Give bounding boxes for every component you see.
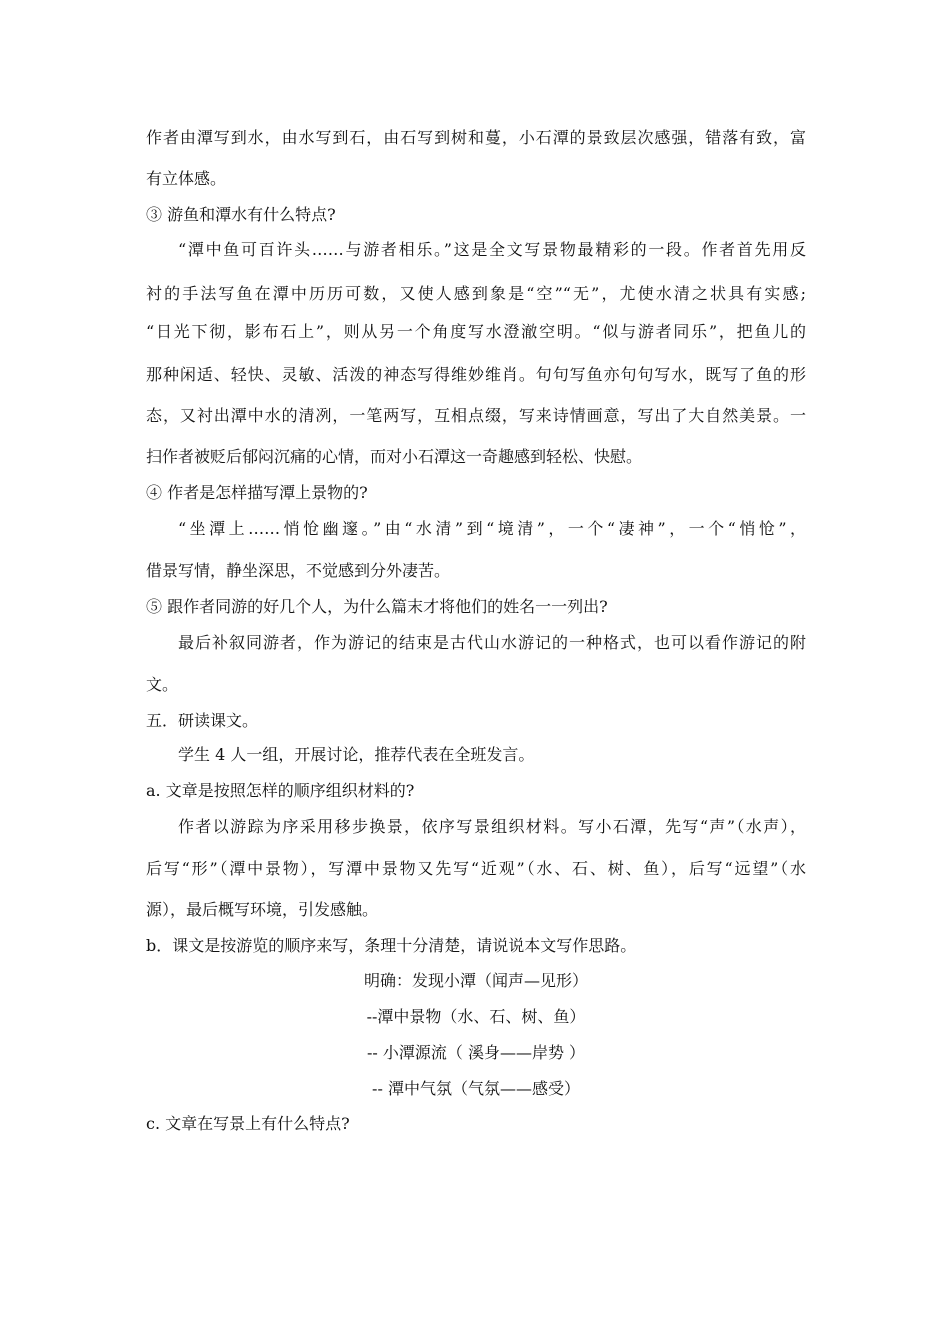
paragraph-line: 那种闲适、轻快、灵敏、活泼的神态写得维妙维肖。句句写鱼亦句句写水，既写了鱼的形 bbox=[146, 365, 806, 384]
paragraph-line: 学生 4 人一组，开展讨论，推荐代表在全班发言。 bbox=[178, 745, 535, 764]
paragraph-line: 衬的手法写鱼在潭中历历可数，又使人感到象是“空”“无”，尤使水清之状具有实感; bbox=[146, 284, 806, 303]
paragraph-line: 源），最后概写环境，引发感触。 bbox=[146, 900, 379, 919]
question-c: c. 文章在写景上有什么特点? bbox=[146, 1114, 350, 1133]
paragraph-line: “坐潭上……悄怆幽邃。”由“水清”到“境清”，一个“凄神”，一个“悄怆”， bbox=[178, 519, 806, 538]
section-heading: 五．研读课文。 bbox=[146, 711, 259, 730]
question-3: ③ 游鱼和潭水有什么特点? bbox=[146, 205, 336, 224]
question-a: a. 文章是按照怎样的顺序组织材料的? bbox=[146, 781, 415, 800]
paragraph-line: 态，又衬出潭中水的清冽，一笔两写，互相点缀，写来诗情画意，写出了大自然美景。一 bbox=[146, 406, 806, 425]
outline-line: --潭中景物（水、石、树、鱼） bbox=[366, 1007, 586, 1026]
outline-line: -- 小潭源流（ 溪身——岸势 ） bbox=[366, 1043, 586, 1062]
question-5: ⑤ 跟作者同游的好几个人，为什么篇末才将他们的姓名一一列出? bbox=[146, 597, 608, 616]
paragraph-line: 文。 bbox=[146, 675, 179, 694]
paragraph-line: 作者以游踪为序采用移步换景，依序写景组织材料。写小石潭，先写“声”（水声）， bbox=[178, 817, 806, 836]
paragraph-line: 扫作者被贬后郁闷沉痛的心情，而对小石潭这一奇趣感到轻松、快慰。 bbox=[146, 447, 643, 466]
outline-line: 明确：发现小潭（闻声—见形） bbox=[363, 971, 588, 990]
paragraph-line: “潭中鱼可百许头……与游者相乐。”这是全文写景物最精彩的一段。作者首先用反 bbox=[178, 240, 806, 259]
paragraph-line: 后写“形”（潭中景物），写潭中景物又先写“近观”（水、石、树、鱼），后写“远望”（水 bbox=[146, 859, 806, 878]
outline-line: -- 潭中气氛（气氛——感受） bbox=[372, 1079, 580, 1098]
question-b: b．课文是按游览的顺序来写，条理十分清楚，请说说本文写作思路。 bbox=[146, 936, 637, 955]
paragraph-line: 借景写情，静坐深思，不觉感到分外凄苦。 bbox=[146, 561, 451, 580]
paragraph-line: 最后补叙同游者，作为游记的结束是古代山水游记的一种格式，也可以看作游记的附 bbox=[178, 633, 806, 652]
paragraph-line: 作者由潭写到水，由水写到石，由石写到树和蔓，小石潭的景致层次感强，错落有致，富 bbox=[146, 128, 806, 147]
question-4: ④ 作者是怎样描写潭上景物的? bbox=[146, 483, 368, 502]
paragraph-line: “日光下彻，影布石上”，则从另一个角度写水澄澈空明。“似与游者同乐”，把鱼儿的 bbox=[146, 322, 806, 341]
paragraph-line: 有立体感。 bbox=[146, 169, 227, 188]
